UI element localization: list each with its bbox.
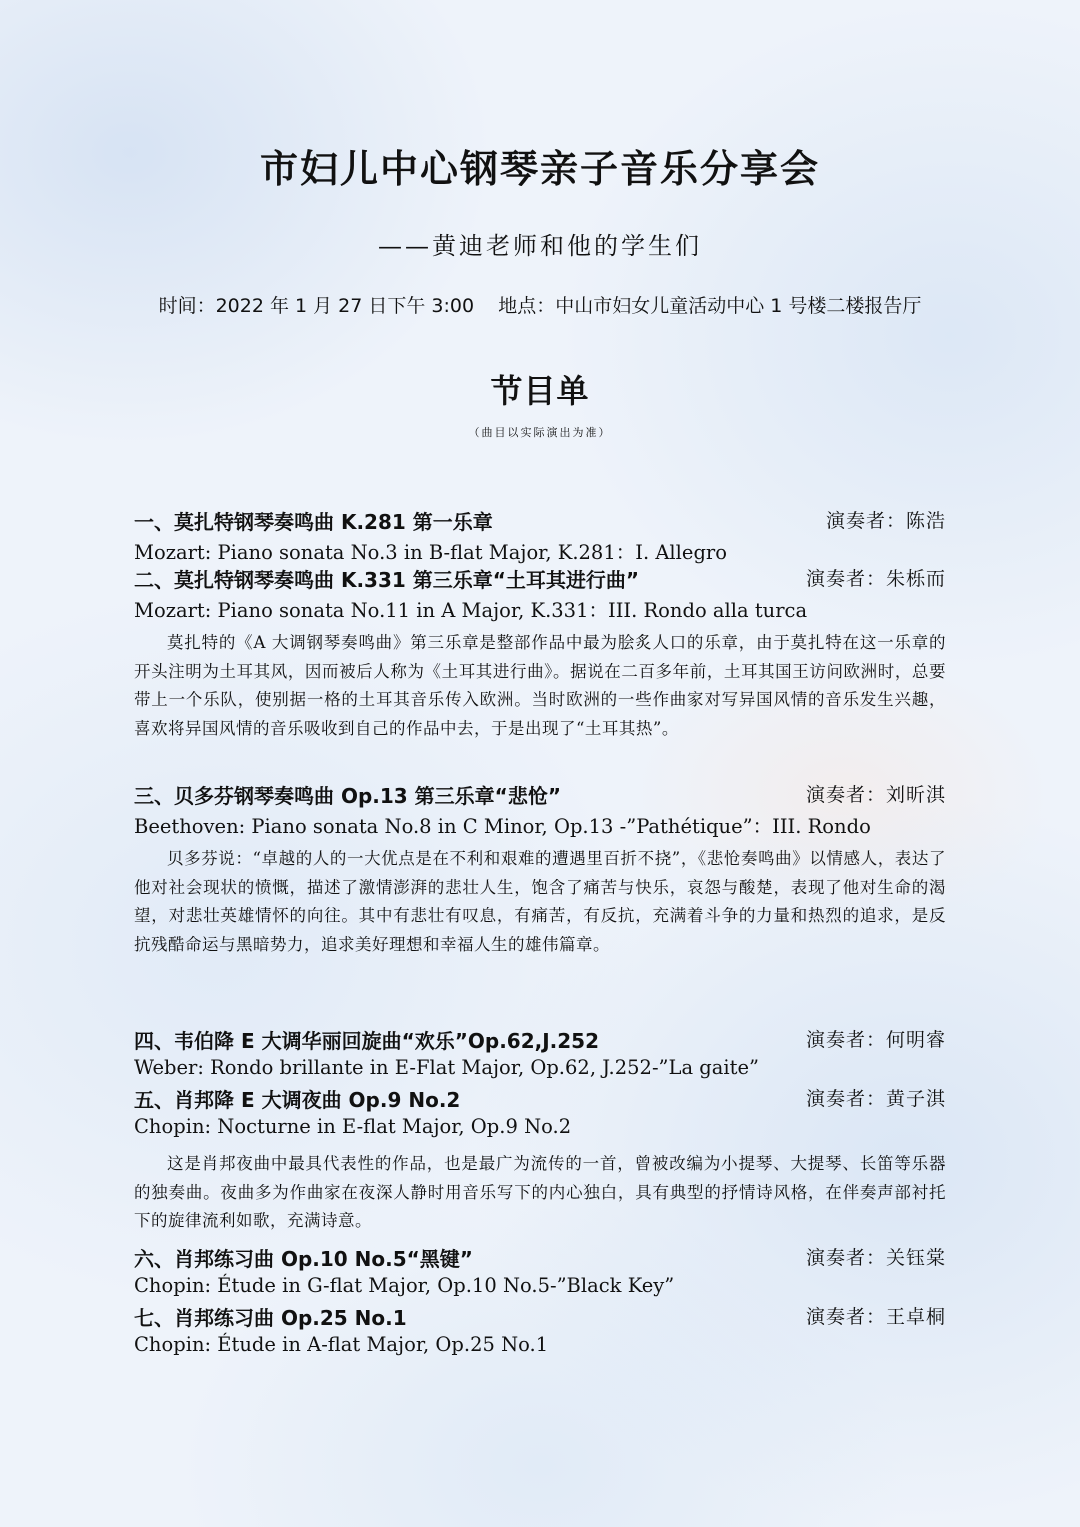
piece-title-en: Chopin: Étude in G-flat Major, Op.10 No.5-”Black Key” [134, 1274, 675, 1297]
performer: 演奏者：刘昕淇 [805, 784, 946, 806]
program-item-1 [134, 506, 946, 534]
piece-title-cn: 三、贝多芬钢琴奏鸣曲 Op.13 第三乐章“悲怆” [134, 784, 561, 808]
program-item-4 [134, 1025, 946, 1053]
piece-title-cn: 五、肖邦降 E 大调夜曲 Op.9 No.2 [134, 1088, 461, 1112]
piece-title-en: Beethoven: Piano sonata No.8 in C Minor, Op.13 -”Pathétique”：III. Rondo [134, 815, 871, 838]
piece-title-cn: 二、莫扎特钢琴奏鸣曲 K.331 第三乐章“土耳其进行曲” [134, 568, 640, 592]
piece-title-en: Mozart: Piano sonata No.3 in B-flat Major, K.281：I. Allegro [134, 541, 727, 564]
program-note: （曲目以实际演出为准） [468, 426, 612, 439]
program-item-6 [134, 1243, 946, 1271]
program-item-7 [134, 1302, 946, 1330]
performer: 演奏者：黄子淇 [805, 1088, 946, 1110]
performer: 演奏者：何明睿 [805, 1029, 946, 1051]
piece-title-cn: 七、肖邦练习曲 Op.25 No.1 [134, 1306, 407, 1330]
program-item-3 [134, 780, 946, 808]
program-item-5 [134, 1084, 946, 1112]
piece-title-en: Mozart: Piano sonata No.11 in A Major, K.331：III. Rondo alla turca [134, 599, 808, 622]
performer: 演奏者：朱栎而 [805, 568, 946, 590]
event-title: 市妇儿中心钢琴亲子音乐分享会 [259, 147, 820, 191]
piece-description: 莫扎特的《A 大调钢琴奏鸣曲》第三乐章是整部作品中最为脍炙人口的乐章，由于莫扎特在这一乐章的开头注明为土耳其风，因而被后人称为《土耳其进行曲》。据说在二百多年前，土耳其国王访问欧洲时，总要带上一个乐队，使别据一格的土耳其音乐传入欧洲。当时欧洲的一些作曲家对写异国风情的音乐发生兴趣，喜欢将异国风情的音乐吸收到自己的作品中去，于是出现了“土耳其热”。 [134, 633, 946, 738]
piece-title-en: Chopin: Étude in A-flat Major, Op.25 No.1 [134, 1333, 549, 1356]
piece-title-en: Weber: Rondo brillante in E-Flat Major, Op.62, J.252-”La gaite” [134, 1056, 759, 1079]
piece-title-en: Chopin: Nocturne in E-flat Major, Op.9 No.2 [134, 1115, 572, 1138]
event-subtitle: ——黄迪老师和他的学生们 [378, 232, 702, 260]
piece-title-cn: 四、韦伯降 E 大调华丽回旋曲“欢乐”Op.62,J.252 [134, 1029, 600, 1053]
piece-title-cn: 一、莫扎特钢琴奏鸣曲 K.281 第一乐章 [134, 510, 493, 534]
event-time-location: 时间：2022 年 1 月 27 日下午 3:00 地点：中山市妇女儿童活动中心 1 号楼二楼报告厅 [158, 295, 922, 317]
performer: 演奏者：王卓桐 [805, 1306, 946, 1328]
piece-description: 贝多芬说：“卓越的人的一大优点是在不利和艰难的遭遇里百折不挠”，《悲怆奏鸣曲》以情感人，表达了他对社会现状的愤慨，描述了激情澎湃的悲壮人生，饱含了痛苦与快乐，哀怨与酸楚，表现了他对生命的渴望，对悲壮英雄情怀的向往。其中有悲壮有叹息，有痛苦，有反抗，充满着斗争的力量和热烈的追求，是反抗残酷命运与黑暗势力，追求美好理想和幸福人生的雄伟篇章。 [134, 849, 946, 954]
program-item-2 [134, 564, 946, 592]
performer: 演奏者：关钰棠 [805, 1247, 946, 1269]
program-heading: 节目单 [490, 372, 590, 410]
piece-title-cn: 六、肖邦练习曲 Op.10 No.5“黑键” [134, 1247, 473, 1271]
performer: 演奏者：陈浩 [825, 510, 946, 532]
piece-description: 这是肖邦夜曲中最具代表性的作品，也是最广为流传的一首，曾被改编为小提琴、大提琴、长笛等乐器的独奏曲。夜曲多为作曲家在夜深人静时用音乐写下的内心独白，具有典型的抒情诗风格，在伴奏声部衬托下的旋律流利如歌，充满诗意。 [134, 1154, 946, 1230]
